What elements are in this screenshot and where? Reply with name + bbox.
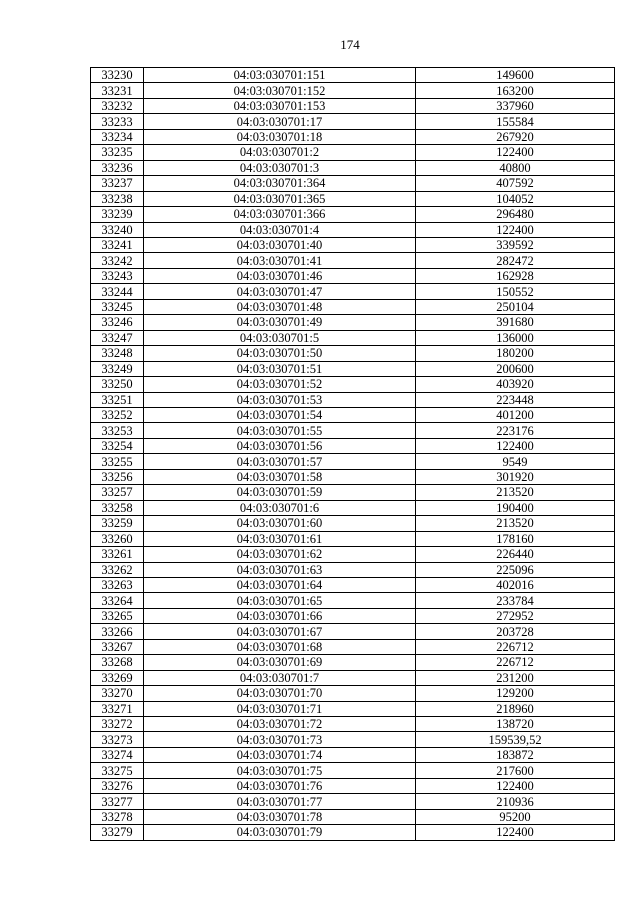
table-row <box>91 485 615 500</box>
cadastral-value-cell: 104052 <box>416 191 615 206</box>
cadastral-number-cell: 04:03:030701:57 <box>144 454 416 469</box>
table-row <box>91 377 615 392</box>
row-number-cell: 33243 <box>91 268 144 283</box>
cadastral-number-cell: 04:03:030701:58 <box>144 469 416 484</box>
cadastral-number-cell: 04:03:030701:41 <box>144 253 416 268</box>
cadastral-number-cell: 04:03:030701:55 <box>144 423 416 438</box>
row-number-cell: 33256 <box>91 469 144 484</box>
cadastral-value-cell: 178160 <box>416 531 615 546</box>
cadastral-number-cell: 04:03:030701:78 <box>144 809 416 824</box>
table-row <box>91 732 615 747</box>
cadastral-value-cell: 407592 <box>416 176 615 191</box>
row-number-cell: 33266 <box>91 624 144 639</box>
table-row <box>91 392 615 407</box>
table-row <box>91 315 615 330</box>
cadastral-number-cell: 04:03:030701:73 <box>144 732 416 747</box>
cadastral-value-cell: 223448 <box>416 392 615 407</box>
cadastral-value-cell: 231200 <box>416 670 615 685</box>
cadastral-value-cell: 200600 <box>416 361 615 376</box>
cadastral-value-cell: 138720 <box>416 717 615 732</box>
cadastral-value-cell: 163200 <box>416 83 615 98</box>
cadastral-number-cell: 04:03:030701:64 <box>144 577 416 592</box>
cadastral-number-cell: 04:03:030701:75 <box>144 763 416 778</box>
row-number-cell: 33244 <box>91 284 144 299</box>
cadastral-value-cell: 272952 <box>416 608 615 623</box>
table-row <box>91 346 615 361</box>
cadastral-value-cell: 339592 <box>416 237 615 252</box>
cadastral-value-cell: 226440 <box>416 547 615 562</box>
table-row <box>91 68 615 83</box>
table-body <box>91 68 615 841</box>
cadastral-number-cell: 04:03:030701:46 <box>144 268 416 283</box>
cadastral-value-table <box>90 67 615 841</box>
table-row <box>91 454 615 469</box>
table-row <box>91 639 615 654</box>
cadastral-number-cell: 04:03:030701:366 <box>144 207 416 222</box>
table-row <box>91 83 615 98</box>
cadastral-value-cell: 213520 <box>416 516 615 531</box>
page-number: 174 <box>340 37 360 52</box>
cadastral-value-cell: 391680 <box>416 315 615 330</box>
cadastral-value-cell: 218960 <box>416 701 615 716</box>
cadastral-value-cell: 402016 <box>416 577 615 592</box>
cadastral-value-cell: 149600 <box>416 68 615 83</box>
table-row <box>91 145 615 160</box>
table-row <box>91 670 615 685</box>
row-number-cell: 33260 <box>91 531 144 546</box>
cadastral-number-cell: 04:03:030701:66 <box>144 608 416 623</box>
cadastral-number-cell: 04:03:030701:74 <box>144 747 416 762</box>
cadastral-number-cell: 04:03:030701:69 <box>144 655 416 670</box>
cadastral-number-cell: 04:03:030701:65 <box>144 593 416 608</box>
row-number-cell: 33278 <box>91 809 144 824</box>
table-row <box>91 794 615 809</box>
cadastral-number-cell: 04:03:030701:3 <box>144 160 416 175</box>
cadastral-number-cell: 04:03:030701:59 <box>144 485 416 500</box>
cadastral-number-cell: 04:03:030701:365 <box>144 191 416 206</box>
table-row <box>91 809 615 824</box>
cadastral-value-cell: 122400 <box>416 438 615 453</box>
cadastral-number-cell: 04:03:030701:48 <box>144 299 416 314</box>
table-row <box>91 237 615 252</box>
cadastral-value-cell: 296480 <box>416 207 615 222</box>
cadastral-value-cell: 282472 <box>416 253 615 268</box>
table-row <box>91 547 615 562</box>
row-number-cell: 33233 <box>91 114 144 129</box>
cadastral-value-cell: 337960 <box>416 98 615 113</box>
table-row <box>91 253 615 268</box>
table-row <box>91 191 615 206</box>
table-row <box>91 577 615 592</box>
table-row <box>91 747 615 762</box>
cadastral-number-cell: 04:03:030701:76 <box>144 778 416 793</box>
cadastral-number-cell: 04:03:030701:67 <box>144 624 416 639</box>
table-row <box>91 407 615 422</box>
row-number-cell: 33250 <box>91 377 144 392</box>
row-number-cell: 33254 <box>91 438 144 453</box>
cadastral-number-cell: 04:03:030701:70 <box>144 686 416 701</box>
cadastral-value-cell: 217600 <box>416 763 615 778</box>
row-number-cell: 33253 <box>91 423 144 438</box>
cadastral-number-cell: 04:03:030701:152 <box>144 83 416 98</box>
cadastral-value-cell: 122400 <box>416 222 615 237</box>
table-row <box>91 717 615 732</box>
cadastral-value-cell: 162928 <box>416 268 615 283</box>
row-number-cell: 33258 <box>91 500 144 515</box>
table-row <box>91 207 615 222</box>
row-number-cell: 33264 <box>91 593 144 608</box>
table-row <box>91 500 615 515</box>
row-number-cell: 33252 <box>91 407 144 422</box>
cadastral-number-cell: 04:03:030701:60 <box>144 516 416 531</box>
cadastral-value-cell: 129200 <box>416 686 615 701</box>
table-row <box>91 655 615 670</box>
cadastral-value-cell: 225096 <box>416 562 615 577</box>
cadastral-value-cell: 226712 <box>416 655 615 670</box>
cadastral-number-cell: 04:03:030701:53 <box>144 392 416 407</box>
cadastral-number-cell: 04:03:030701:61 <box>144 531 416 546</box>
table-row <box>91 423 615 438</box>
row-number-cell: 33232 <box>91 98 144 113</box>
row-number-cell: 33274 <box>91 747 144 762</box>
cadastral-number-cell: 04:03:030701:51 <box>144 361 416 376</box>
row-number-cell: 33247 <box>91 330 144 345</box>
cadastral-value-cell: 401200 <box>416 407 615 422</box>
row-number-cell: 33239 <box>91 207 144 222</box>
cadastral-value-cell: 190400 <box>416 500 615 515</box>
cadastral-number-cell: 04:03:030701:4 <box>144 222 416 237</box>
row-number-cell: 33271 <box>91 701 144 716</box>
row-number-cell: 33255 <box>91 454 144 469</box>
row-number-cell: 33234 <box>91 129 144 144</box>
table-row <box>91 98 615 113</box>
row-number-cell: 33245 <box>91 299 144 314</box>
row-number-cell: 33235 <box>91 145 144 160</box>
row-number-cell: 33262 <box>91 562 144 577</box>
cadastral-value-cell: 150552 <box>416 284 615 299</box>
cadastral-value-cell: 210936 <box>416 794 615 809</box>
row-number-cell: 33230 <box>91 68 144 83</box>
cadastral-value-cell: 9549 <box>416 454 615 469</box>
cadastral-value-cell: 403920 <box>416 377 615 392</box>
row-number-cell: 33263 <box>91 577 144 592</box>
row-number-cell: 33273 <box>91 732 144 747</box>
cadastral-value-cell: 233784 <box>416 593 615 608</box>
row-number-cell: 33269 <box>91 670 144 685</box>
table-row <box>91 176 615 191</box>
row-number-cell: 33237 <box>91 176 144 191</box>
cadastral-number-cell: 04:03:030701:364 <box>144 176 416 191</box>
row-number-cell: 33240 <box>91 222 144 237</box>
cadastral-value-cell: 95200 <box>416 809 615 824</box>
row-number-cell: 33277 <box>91 794 144 809</box>
table-row <box>91 531 615 546</box>
cadastral-number-cell: 04:03:030701:2 <box>144 145 416 160</box>
table-row <box>91 608 615 623</box>
row-number-cell: 33238 <box>91 191 144 206</box>
cadastral-number-cell: 04:03:030701:7 <box>144 670 416 685</box>
cadastral-number-cell: 04:03:030701:49 <box>144 315 416 330</box>
cadastral-number-cell: 04:03:030701:56 <box>144 438 416 453</box>
cadastral-number-cell: 04:03:030701:153 <box>144 98 416 113</box>
table-row <box>91 624 615 639</box>
cadastral-number-cell: 04:03:030701:68 <box>144 639 416 654</box>
cadastral-value-cell: 40800 <box>416 160 615 175</box>
row-number-cell: 33241 <box>91 237 144 252</box>
table-row <box>91 299 615 314</box>
cadastral-value-cell: 183872 <box>416 747 615 762</box>
table-row <box>91 686 615 701</box>
row-number-cell: 33249 <box>91 361 144 376</box>
row-number-cell: 33257 <box>91 485 144 500</box>
table-row <box>91 284 615 299</box>
row-number-cell: 33248 <box>91 346 144 361</box>
row-number-cell: 33267 <box>91 639 144 654</box>
cadastral-value-cell: 155584 <box>416 114 615 129</box>
cadastral-value-cell: 223176 <box>416 423 615 438</box>
table-row <box>91 778 615 793</box>
table-row <box>91 701 615 716</box>
row-number-cell: 33265 <box>91 608 144 623</box>
row-number-cell: 33268 <box>91 655 144 670</box>
cadastral-number-cell: 04:03:030701:17 <box>144 114 416 129</box>
cadastral-value-cell: 213520 <box>416 485 615 500</box>
table-row <box>91 160 615 175</box>
cadastral-value-cell: 122400 <box>416 825 615 840</box>
table-row <box>91 763 615 778</box>
cadastral-number-cell: 04:03:030701:5 <box>144 330 416 345</box>
cadastral-number-cell: 04:03:030701:18 <box>144 129 416 144</box>
cadastral-number-cell: 04:03:030701:6 <box>144 500 416 515</box>
table-row <box>91 222 615 237</box>
cadastral-value-cell: 136000 <box>416 330 615 345</box>
cadastral-number-cell: 04:03:030701:72 <box>144 717 416 732</box>
row-number-cell: 33272 <box>91 717 144 732</box>
cadastral-number-cell: 04:03:030701:63 <box>144 562 416 577</box>
table-row <box>91 330 615 345</box>
cadastral-number-cell: 04:03:030701:62 <box>144 547 416 562</box>
table-row <box>91 516 615 531</box>
table-row <box>91 114 615 129</box>
table-row <box>91 593 615 608</box>
row-number-cell: 33236 <box>91 160 144 175</box>
row-number-cell: 33261 <box>91 547 144 562</box>
row-number-cell: 33275 <box>91 763 144 778</box>
cadastral-number-cell: 04:03:030701:151 <box>144 68 416 83</box>
row-number-cell: 33279 <box>91 825 144 840</box>
row-number-cell: 33246 <box>91 315 144 330</box>
table-row <box>91 438 615 453</box>
cadastral-value-cell: 180200 <box>416 346 615 361</box>
cadastral-number-cell: 04:03:030701:50 <box>144 346 416 361</box>
cadastral-number-cell: 04:03:030701:71 <box>144 701 416 716</box>
table-row <box>91 361 615 376</box>
row-number-cell: 33231 <box>91 83 144 98</box>
table-row <box>91 469 615 484</box>
row-number-cell: 33251 <box>91 392 144 407</box>
table-row <box>91 129 615 144</box>
cadastral-number-cell: 04:03:030701:52 <box>144 377 416 392</box>
cadastral-value-cell: 250104 <box>416 299 615 314</box>
table-row <box>91 562 615 577</box>
row-number-cell: 33276 <box>91 778 144 793</box>
table-row <box>91 825 615 840</box>
cadastral-value-cell: 159539,52 <box>416 732 615 747</box>
cadastral-value-cell: 122400 <box>416 778 615 793</box>
row-number-cell: 33259 <box>91 516 144 531</box>
row-number-cell: 33242 <box>91 253 144 268</box>
cadastral-number-cell: 04:03:030701:77 <box>144 794 416 809</box>
row-number-cell: 33270 <box>91 686 144 701</box>
cadastral-number-cell: 04:03:030701:40 <box>144 237 416 252</box>
cadastral-number-cell: 04:03:030701:79 <box>144 825 416 840</box>
cadastral-value-cell: 122400 <box>416 145 615 160</box>
cadastral-value-cell: 301920 <box>416 469 615 484</box>
cadastral-number-cell: 04:03:030701:47 <box>144 284 416 299</box>
cadastral-value-cell: 226712 <box>416 639 615 654</box>
cadastral-value-cell: 203728 <box>416 624 615 639</box>
cadastral-value-cell: 267920 <box>416 129 615 144</box>
cadastral-number-cell: 04:03:030701:54 <box>144 407 416 422</box>
table-row <box>91 268 615 283</box>
